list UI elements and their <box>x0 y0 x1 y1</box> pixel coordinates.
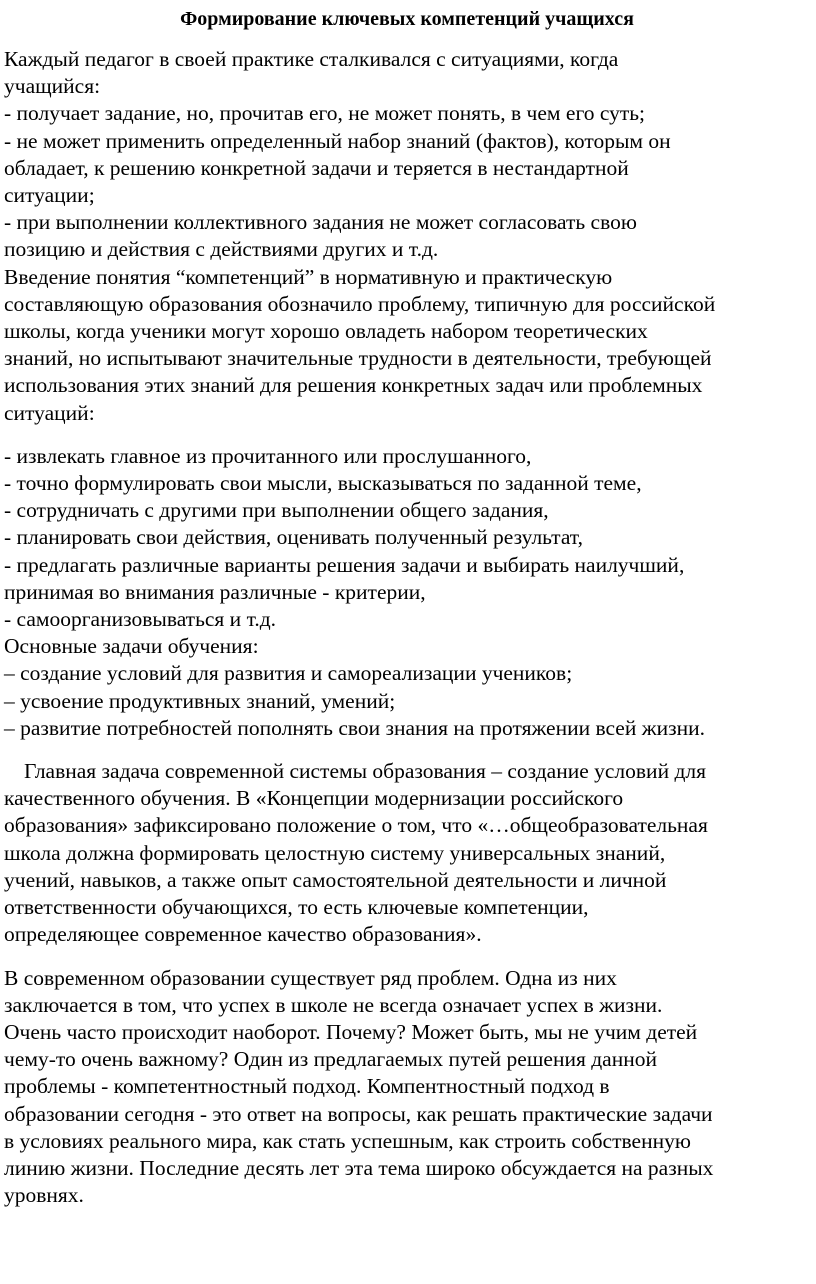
text-line: обладает, к решению конкретной задачи и теряется в нестандартной <box>4 155 629 180</box>
text-line: - получает задание, но, прочитав его, не может понять, в чем его суть; <box>4 101 646 126</box>
text-line: чему-то очень важному? Один из предлагаемых путей решения данной <box>4 1047 657 1072</box>
list-item: - предлагать различные варианты решения задачи и выбирать наилучший, <box>4 552 685 577</box>
text-line: учений, навыков, а также опыт самостоятельной деятельности и личной <box>4 867 667 892</box>
text-line: - не может применить определенный набор знаний (фактов), которым он <box>4 128 671 153</box>
list-item: – создание условий для развития и самореализации учеников; <box>4 661 573 686</box>
list-item: – развитие потребностей пополнять свои знания на протяжении всей жизни. <box>4 715 705 740</box>
text-line: ситуации; <box>4 183 95 208</box>
list-item: - извлекать главное из прочитанного или прослушанного, <box>4 443 532 468</box>
list-item: - точно формулировать свои мысли, высказываться по заданной теме, <box>4 471 642 496</box>
paragraph-problems <box>4 965 810 1210</box>
text-line: образования» зафиксировано положение о том, что «…общеобразовательная <box>4 813 708 838</box>
text-line: школа должна формировать целостную систему универсальных знаний, <box>4 840 666 865</box>
text-line: ответственности обучающихся, то есть ключевые компетенции, <box>4 895 589 920</box>
text-line: - при выполнении коллективного задания не может согласовать свою <box>4 210 637 235</box>
list-item: - планировать свои действия, оценивать полученный результат, <box>4 525 583 550</box>
text-line: Главная задача современной системы образования – создание условий для <box>24 759 707 784</box>
text-line: ситуаций: <box>4 400 95 425</box>
paragraph-gap <box>4 427 810 443</box>
document-title: Формирование ключевых компетенций учащихся <box>180 8 634 30</box>
text-line: линию жизни. Последние десять лет эта тема широко обсуждается на разных <box>4 1155 714 1180</box>
list-item: - сотрудничать с другими при выполнении общего задания, <box>4 498 549 523</box>
text-line: позицию и действия с действиями других и т.д. <box>4 237 439 262</box>
list-item: - самоорганизовываться и т.д. <box>4 607 277 632</box>
text-line: знаний, но испытывают значительные трудности в деятельности, требующей <box>4 346 712 371</box>
text-line: использования этих знаний для решения конкретных задач или проблемных <box>4 373 703 398</box>
text-line: в условиях реального мира, как стать успешным, как строить собственную <box>4 1128 691 1153</box>
paragraph-skills-list <box>4 443 810 742</box>
paragraph-main-task <box>4 758 810 948</box>
text-line: качественного обучения. В «Концепции модернизации российского <box>4 786 624 811</box>
text-line: заключается в том, что успех в школе не всегда означает успех в жизни. <box>4 992 663 1017</box>
text-line: школы, когда ученики могут хорошо овладеть набором теоретических <box>4 319 648 344</box>
text-line: Введение понятия “компетенций” в нормативную и практическую <box>4 264 613 289</box>
list-item: принимая во внимания различные - критерии, <box>4 579 426 604</box>
paragraph-gap <box>4 949 810 965</box>
text-line: В современном образовании существует ряд проблем. Одна из них <box>4 965 617 990</box>
text-line: проблемы - компетентностный подход. Компентностный подход в <box>4 1074 610 1099</box>
text-line: Очень часто происходит наоборот. Почему? Может быть, мы не учим детей <box>4 1019 698 1044</box>
text-line: Каждый педагог в своей практике сталкивался с ситуациями, когда <box>4 47 619 71</box>
list-item: – усвоение продуктивных знаний, умений; <box>4 688 396 713</box>
text-line: учащийся: <box>4 74 101 99</box>
text-line: Основные задачи обучения: <box>4 634 259 659</box>
paragraph-gap <box>4 742 810 758</box>
text-line: определяющее современное качество образования». <box>4 922 482 947</box>
text-line: образовании сегодня - это ответ на вопросы, как решать практические задачи <box>4 1101 713 1126</box>
text-line: уровнях. <box>4 1183 84 1208</box>
text-line: составляющую образования обозначило проблему, типичную для российской <box>4 291 716 316</box>
paragraph-intro <box>4 46 810 427</box>
